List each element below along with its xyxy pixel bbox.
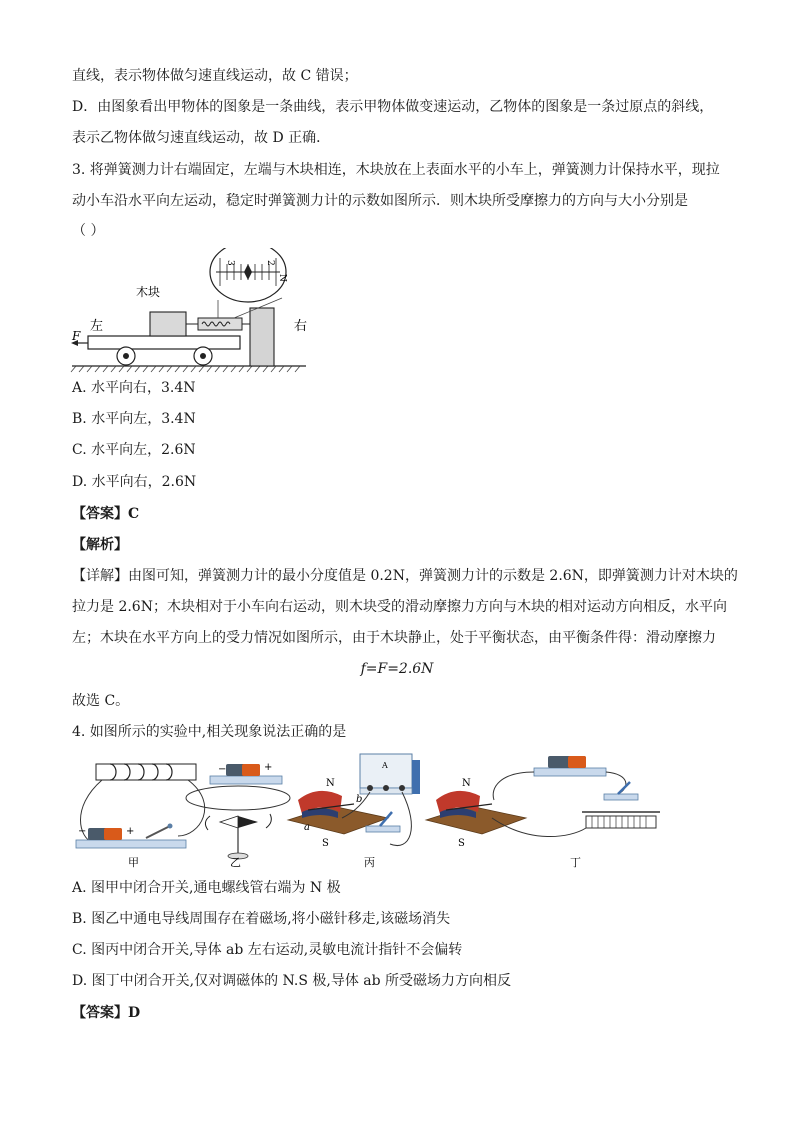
q3-answer-paren: （ ）	[72, 223, 105, 239]
q4-answer: 【答案】D	[72, 1005, 141, 1021]
q3-stem-line-1: 3. 将弹簧测力计右端固定，左端与木块相连，木块放在上表面水平的小车上，弹簧测力计保持水平，现拉	[72, 162, 720, 178]
conductor-b-label: b	[356, 794, 363, 805]
magnet-s-label-ding: S	[458, 838, 465, 849]
prev-text-line-2: D．由图象看出甲物体的图象是一条曲线，表示甲物体做变速运动，乙物体的图象是一条过原点的斜线，	[72, 99, 714, 115]
q3-option-a: A. 水平向右，3.4N	[72, 380, 196, 396]
scale-unit: N	[277, 274, 287, 282]
prev-text-line-3: 表示乙物体做匀速直线运动，故 D 正确．	[72, 130, 331, 146]
q3-option-c: C. 水平向左，2.6N	[72, 442, 196, 458]
q4-option-d: D. 图丁中闭合开关,仅对调磁体的 N.S 极,导体 ab 所受磁场力方向相反	[72, 973, 512, 989]
svg-text:+: +	[126, 826, 135, 837]
figure-ding	[426, 756, 660, 869]
q4-stem: 4. 如图所示的实验中,相关现象说法正确的是	[72, 724, 347, 740]
svg-text:−: −	[218, 764, 227, 775]
magnet-s-label: S	[322, 838, 329, 849]
q3-detail-line-3: 左；木块在水平方向上的受力情况如图所示，由于木块静止，处于平衡状态，由平衡条件得：滑动摩擦力	[72, 630, 716, 646]
q3-stem-line-2: 动小车沿水平向左运动，稳定时弹簧测力计的示数如图所示．则木块所受摩擦力的方向与大小分别是	[72, 193, 688, 209]
left-label: 左	[90, 319, 104, 334]
figure-label-bing: 丙	[364, 856, 375, 869]
q3-figure	[68, 248, 318, 374]
scale-label-left: 3	[225, 260, 235, 266]
figure-label-ding: 丁	[570, 856, 581, 869]
block-label: 木块	[136, 285, 161, 299]
cart	[88, 336, 240, 349]
magnet-n-label: N	[326, 778, 335, 789]
q4-option-c: C. 图丙中闭合开关,导体 ab 左右运动,灵敏电流计指针不会偏转	[72, 942, 463, 958]
figure-label-jia: 甲	[128, 856, 139, 869]
q4-option-a: A. 图甲中闭合开关,通电螺线管右端为 N 极	[72, 880, 341, 896]
right-label: 右	[294, 319, 308, 334]
figure-yi	[186, 762, 290, 869]
q3-analysis-title: 【解析】	[72, 537, 128, 553]
figure-label-yi: 乙	[230, 856, 241, 869]
magnet-n-label-ding: N	[462, 778, 471, 789]
q3-formula: f=F=2.6N	[360, 661, 434, 677]
galvanometer-label: A	[382, 761, 388, 770]
q4-option-b: B. 图乙中通电导线周围存在着磁场,将小磁针移走,该磁场消失	[72, 911, 451, 927]
conductor-a-label: a	[304, 822, 310, 833]
q3-option-d: D. 水平向右，2.6N	[72, 474, 197, 490]
q3-answer: 【答案】C	[72, 506, 140, 522]
figure-bing	[288, 754, 420, 869]
spring-scale	[198, 318, 242, 330]
force-label: F	[72, 329, 81, 343]
scale-label-right: 2	[265, 260, 275, 266]
svg-text:+: +	[264, 762, 273, 773]
svg-text:−: −	[78, 826, 87, 837]
q3-detail-line-1: 【详解】由图可知，弹簧测力计的最小分度值是 0.2N，弹簧测力计的示数是 2.6N，即弹簧测力计对木块的	[72, 568, 738, 584]
wooden-block	[150, 312, 186, 336]
q3-detail-line-2: 拉力是 2.6N；木块相对于小车向右运动，则木块受的滑动摩擦力方向与木块的相对运动方向相反，水平向	[72, 599, 727, 615]
q3-conclusion: 故选 C。	[72, 693, 130, 709]
prev-text-line-1: 直线，表示物体做匀速直线运动，故 C 错误；	[72, 68, 358, 84]
q4-figure	[70, 748, 710, 872]
q3-option-b: B. 水平向左，3.4N	[72, 411, 196, 427]
fixed-wall	[250, 308, 274, 366]
figure-jia	[76, 764, 205, 869]
